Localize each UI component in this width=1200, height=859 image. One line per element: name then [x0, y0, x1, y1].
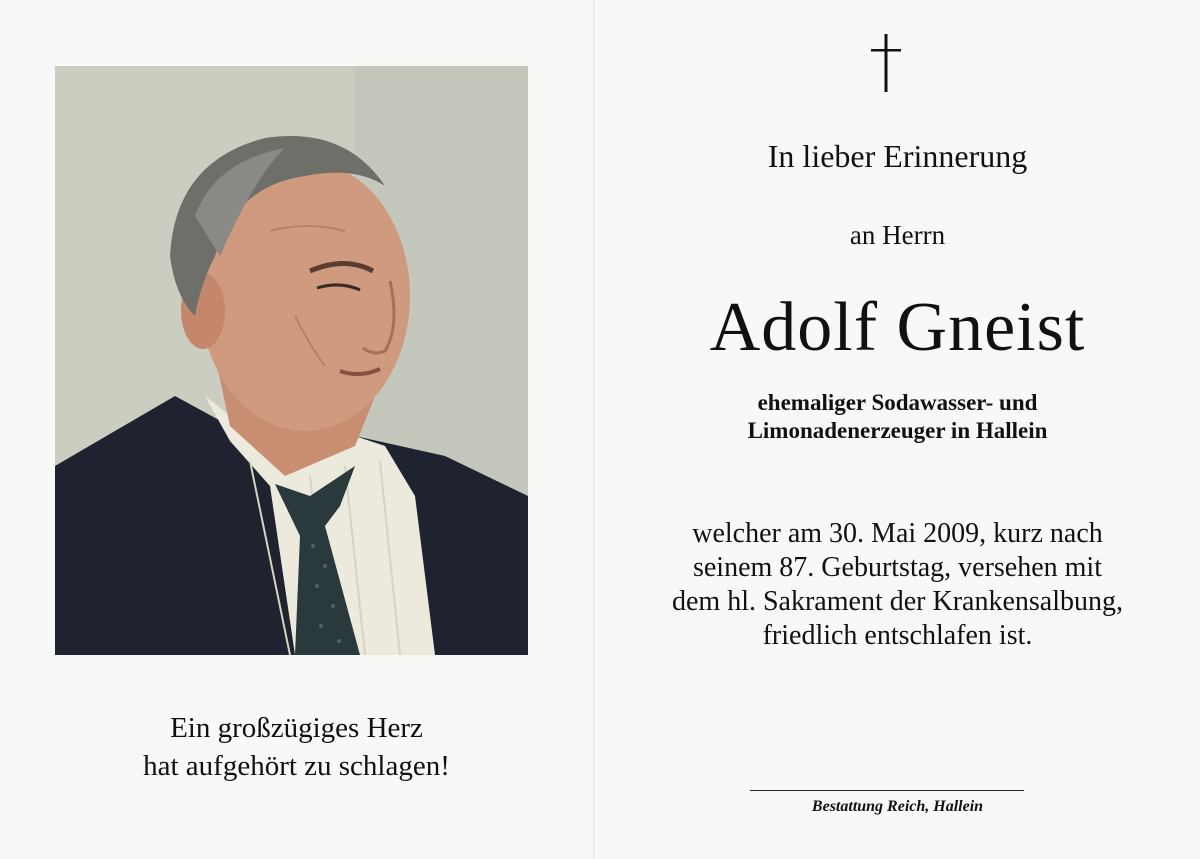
portrait-photo — [55, 66, 528, 655]
occupation-line-2: Limonadenerzeuger in Hallein — [747, 418, 1048, 443]
occupation-line-1: ehemaliger Sodawasser- und — [757, 390, 1038, 415]
passing-line-2: seinem 87. Geburtstag, versehen mit — [692, 552, 1102, 583]
right-page — [595, 0, 1200, 859]
cross-icon — [857, 32, 917, 94]
memorial-quote — [0, 709, 593, 785]
passing-line-3: dem hl. Sakrament der Krankensalbung, — [672, 586, 1123, 617]
divider-line — [750, 790, 1024, 791]
intro-text: In lieber Erinnerung — [767, 138, 1028, 174]
salutation-text: an Herrn — [849, 220, 946, 250]
portrait-illustration — [55, 66, 528, 655]
occupation-text — [595, 389, 1200, 445]
passing-text — [595, 517, 1200, 653]
passing-line-1: welcher am 30. Mai 2009, kurz nach — [692, 518, 1103, 549]
passing-line-4: friedlich entschlafen ist. — [762, 620, 1033, 651]
quote-line-2: hat aufgehört zu schlagen! — [143, 750, 450, 782]
left-page — [0, 0, 593, 859]
quote-line-1: Ein großzügiges Herz — [170, 712, 423, 744]
undertaker-credit: Bestattung Reich, Hallein — [811, 798, 984, 815]
deceased-name: Adolf Gneist — [709, 289, 1086, 366]
